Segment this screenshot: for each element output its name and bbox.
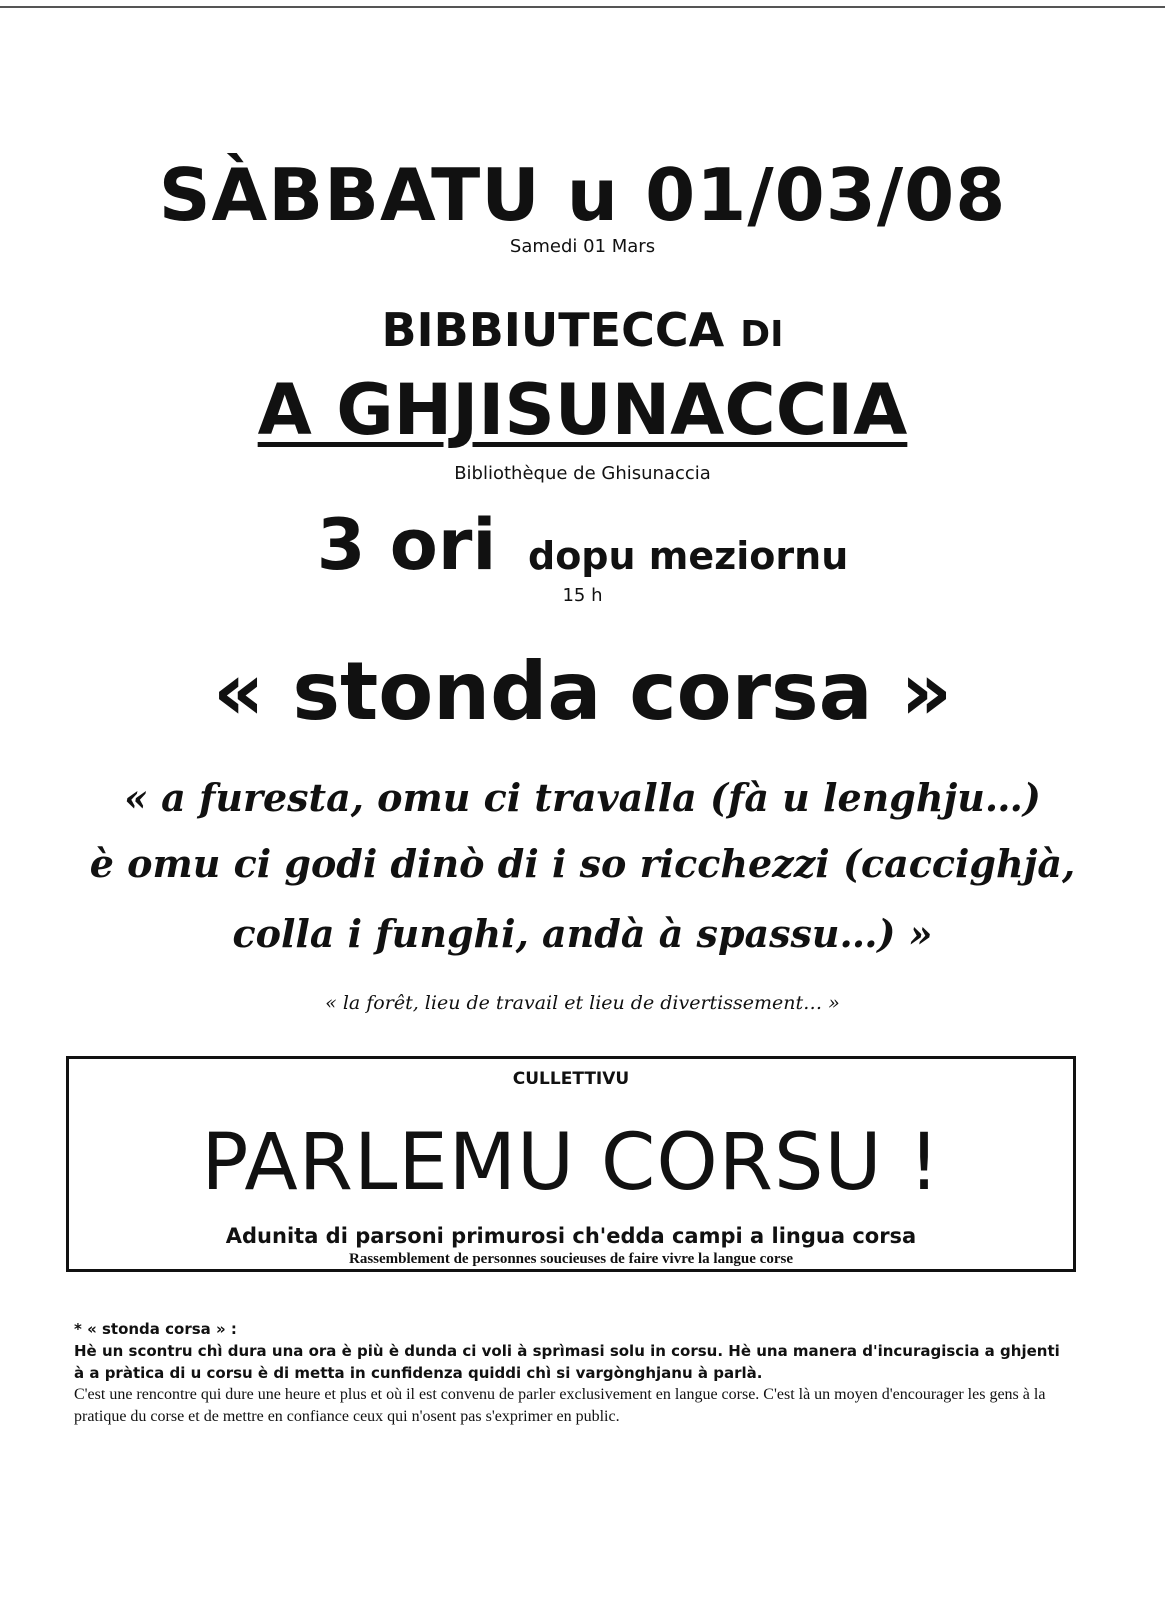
footnote-corsican: Hè un scontru chì dura una ora è più è dunda ci voli à sprìmasi solu in corsu. Hè una manera d'incuragiscia a ghjenti à a pràtica di u corsu è di metta in cunfidenza quiddi chì si vargònghjanu à parlà. xyxy=(74,1342,1060,1382)
collective-name: PARLEMU CORSU ! xyxy=(201,1118,941,1208)
time-small: dopu meziornu xyxy=(528,534,849,578)
footnote-heading: * « stonda corsa » : xyxy=(74,1320,237,1338)
quote-line-3: colla i funghi, andà à spassu…) » xyxy=(232,911,933,956)
footnote xyxy=(74,1318,1074,1428)
time-big: 3 ori xyxy=(316,504,497,586)
town-heading xyxy=(0,368,1165,452)
event-title: « stonda corsa » xyxy=(212,645,953,738)
date-french: Samedi 01 Mars xyxy=(509,236,656,257)
quote-line-2: è omu ci godi dinò di i so ricchezzi (caccighjà, xyxy=(89,841,1076,886)
library-di: DI xyxy=(740,314,784,355)
collective-subtitle: Adunita di parsoni primurosi ch'edda campi a lingua corsa xyxy=(225,1224,917,1248)
date-title: SÀBBATU u 01/03/08 xyxy=(158,153,1007,237)
collective-label: CULLETTIVU xyxy=(512,1069,630,1089)
quote-french: « la forêt, lieu de travail et lieu de divertissement… » xyxy=(325,992,840,1014)
collective-subtitle-french: Rassemblement de personnes soucieuses de faire vivre la langue corse xyxy=(349,1251,793,1267)
time-french: 15 h xyxy=(562,585,603,606)
footnote-french: C'est une rencontre qui dure une heure et plus et où il est convenu de parler exclusivement en langue corse. C'est là un moyen d'encourager les gens à la pratique du corse et de mettre en confiance ceux qui n'osent pas s'exprimer en public. xyxy=(74,1386,1046,1425)
town-name: A GHJISUNACCIA xyxy=(257,369,908,451)
town-french: Bibliothèque de Ghisunaccia xyxy=(454,463,711,484)
library-main: BIBBIUTECCA xyxy=(381,303,725,357)
top-rule xyxy=(0,6,1165,8)
library-heading xyxy=(0,300,1165,365)
collective-box xyxy=(66,1056,1076,1272)
quote-line-1: « a furesta, omu ci travalla (fà u lenghju…) xyxy=(124,775,1041,820)
